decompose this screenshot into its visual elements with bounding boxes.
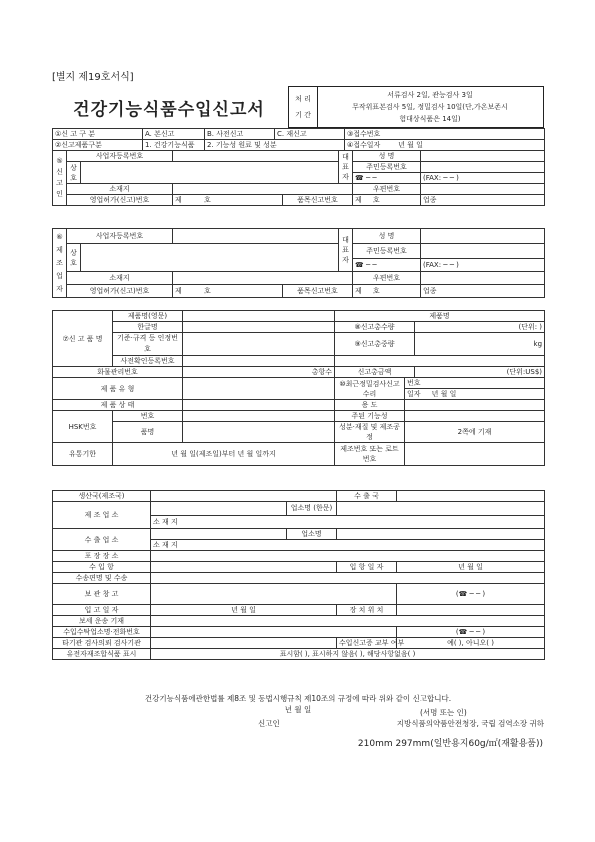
- opt-health-food[interactable]: 1. 건강기능식품: [143, 140, 205, 151]
- manufacturer-name-field[interactable]: [421, 229, 545, 244]
- manufacturer-fax-field[interactable]: (FAX: ─ ─ ): [421, 259, 545, 272]
- gmo-label: 유전자재조합식품 표시: [53, 649, 151, 660]
- declarant-label: 신고인: [258, 719, 280, 728]
- declaration-date: 년 월 일: [284, 705, 312, 714]
- importer-resident-label: 주민등록번호: [353, 162, 421, 173]
- processing-label-top: 처 리: [295, 95, 311, 103]
- agent-phone-field[interactable]: (☎ ─ ─ ): [397, 627, 545, 638]
- precise-date-ymd: 년 월 일: [431, 390, 457, 398]
- receipt-date-ymd: 년 월 일: [398, 141, 423, 149]
- signature-label[interactable]: (서명 또는 인): [420, 708, 467, 717]
- manufacturer-side-label: ⑥ 제 조 업 자: [53, 229, 67, 298]
- hsk-pname-field[interactable]: [183, 422, 335, 443]
- importer-license-je: 제: [175, 196, 182, 204]
- ingredient-annex: 2쪽에 기재: [405, 422, 545, 443]
- country-label: 생산국(제조국): [53, 491, 151, 502]
- exporter-company-label: 업소명: [287, 529, 337, 540]
- manufacturer-item-no-label: 품목신고번호: [283, 285, 353, 298]
- storage-label: 보 관 창 고: [53, 584, 151, 605]
- form-title: 건강기능식품수입신고서: [73, 100, 265, 120]
- importer-item-je: 제: [355, 196, 362, 204]
- product-qty-field[interactable]: (단위: ): [415, 322, 545, 333]
- importer-license-label: 영업허가(신고)번호: [67, 195, 173, 206]
- cargo-no-field[interactable]: [183, 367, 335, 378]
- other-inspection-label: 타기관 검사의뢰 검사기관: [53, 638, 151, 649]
- opt-re-declare[interactable]: C. 재신고: [275, 129, 345, 140]
- manufacturer-license-ho: 호: [204, 287, 211, 295]
- cert-issue-label: 수입신고증 교부 여부: [337, 638, 397, 649]
- usage-label: 용 도: [335, 400, 405, 411]
- importer-rep-label: 대 표 자: [339, 151, 353, 184]
- importer-item-ho: 호: [372, 196, 380, 204]
- importer-address-field[interactable]: [173, 184, 353, 195]
- manufacturer-biz-no-label: 사업자등록번호: [67, 229, 173, 244]
- maker-label: 제 조 업 소: [53, 502, 151, 529]
- product-safety-field[interactable]: [183, 356, 335, 367]
- manufacturer-resident-field[interactable]: [421, 244, 545, 259]
- location-field[interactable]: [397, 605, 545, 616]
- product-name-col-label: 제품명: [335, 311, 545, 322]
- importer-license-ho: 호: [204, 196, 211, 204]
- product-type-field-label: 제 품 유 형: [53, 378, 183, 400]
- opt-main-declare[interactable]: A. 본신고: [143, 129, 205, 140]
- product-name-en-label: 제품명(영문): [113, 311, 183, 322]
- processing-line3: 험대상식품은 14일): [399, 115, 461, 123]
- hsk-code-field[interactable]: [183, 411, 335, 422]
- importer-postal-label: 우편번호: [353, 184, 421, 195]
- manufacturer-license-je: 제: [175, 287, 182, 295]
- product-qty-label: ⑧신고총수량: [335, 322, 415, 333]
- paper-note: 210mm 297mm(일반용지60g/㎡(재활용품)): [357, 739, 543, 749]
- declaration-statement: 건강기능식품에관한법률 제8조 및 동법시행규칙 제10조의 규정에 따라 위와 같이 신고합니다.: [144, 694, 452, 703]
- product-table: [52, 310, 545, 466]
- storage-field[interactable]: [151, 584, 397, 605]
- importer-address-label: 소재지: [67, 184, 173, 195]
- warehouse-date-label: 입 고 일 자: [53, 605, 151, 616]
- manufacturer-table: [52, 228, 545, 298]
- agent-label: 수입수탁업소명·전화번호: [53, 627, 151, 638]
- processing-label: [289, 87, 318, 127]
- addressee: 지방식품의약품안전청장, 국립 검역소장 귀하: [396, 719, 544, 728]
- importer-license-field[interactable]: [173, 195, 283, 206]
- manufacturer-address-label: 소재지: [67, 272, 173, 285]
- manufacturer-trade-label: 상 호: [67, 244, 81, 272]
- receipt-date-label: ④접수일자: [347, 141, 381, 149]
- manufacturer-address-field[interactable]: [173, 272, 353, 285]
- origin-table: [52, 490, 545, 660]
- product-type-field[interactable]: [183, 378, 335, 400]
- product-name-ko-field[interactable]: [183, 322, 335, 333]
- bonded-label: 보세 운송 기재: [53, 616, 151, 627]
- exporter-address-field[interactable]: [151, 540, 545, 551]
- precise-inspection-label: ⑩최근정밀검사신고수리: [335, 378, 405, 400]
- product-name-ko-label: 한글명: [113, 322, 183, 333]
- pack-label: 포 장 장 소: [53, 551, 151, 562]
- maker-address-field[interactable]: [151, 515, 545, 529]
- main-func-field[interactable]: [405, 411, 545, 422]
- importer-postal-field[interactable]: [421, 184, 545, 195]
- importer-trade-field[interactable]: [81, 162, 339, 184]
- hsk-code-label: 번호: [113, 411, 183, 422]
- importer-business-field[interactable]: [421, 195, 545, 206]
- manufacturer-name-label: 성 명: [353, 229, 421, 244]
- agent-field[interactable]: [151, 627, 397, 638]
- importer-item-no-field[interactable]: [353, 195, 421, 206]
- manufacturer-phone-field[interactable]: ☎ ─ ─: [353, 259, 421, 272]
- declare-type-label: ①신 고 구 분: [53, 129, 143, 140]
- processing-label-bottom: 기 간: [295, 111, 311, 119]
- importer-phone-field[interactable]: ☎ ─ ─: [353, 173, 421, 184]
- export-country-label: 수 출 국: [337, 491, 397, 502]
- warehouse-date-field[interactable]: 년 월 일: [151, 605, 337, 616]
- bonded-field[interactable]: [151, 616, 545, 627]
- product-safety-label: 사전확인등록번호: [113, 356, 183, 367]
- manufacturer-business-field[interactable]: [421, 285, 545, 298]
- usage-field[interactable]: [405, 400, 545, 411]
- country-field[interactable]: [151, 491, 337, 502]
- vessel-field[interactable]: [151, 573, 545, 584]
- product-weight-field[interactable]: kg: [415, 333, 545, 356]
- total-items-label: 총항수: [311, 368, 332, 376]
- ingredient-label: 성분·재질 및 제조공정: [335, 422, 405, 443]
- processing-period-box: [288, 86, 544, 128]
- import-port-label: 수 입 항: [53, 562, 151, 573]
- amount-field[interactable]: (단위:US$): [415, 367, 545, 378]
- amount-label: 신고총금액: [335, 367, 415, 378]
- vessel-label: 수송편명 및 수송: [53, 573, 151, 584]
- maker-address-label: 소 재 지: [153, 517, 178, 526]
- receipt-no-label: ③접수번호: [345, 129, 545, 140]
- precise-date-label: 일자: [407, 390, 421, 398]
- importer-business-label: 업종: [423, 196, 437, 204]
- product-state-label: 제 품 상 태: [53, 400, 183, 411]
- importer-item-no-label: 품목신고번호: [283, 195, 353, 206]
- exporter-field[interactable]: [151, 529, 287, 540]
- manufacturer-item-je: 제: [355, 287, 362, 295]
- cargo-no-label: 화물관리번호: [53, 367, 183, 378]
- export-country-field[interactable]: [397, 491, 545, 502]
- product-safety-blank: [335, 356, 545, 367]
- product-type-label: ②신고제품구분: [53, 140, 143, 151]
- expiry-label: 유통기한: [53, 443, 113, 466]
- product-state-field[interactable]: [183, 400, 335, 411]
- exporter-company-field[interactable]: [337, 529, 545, 540]
- location-label: 장 치 위 치: [337, 605, 397, 616]
- other-inspection-field[interactable]: [151, 638, 337, 649]
- manufacturer-biz-no-field[interactable]: [173, 229, 339, 244]
- exporter-address-label: 소 재 지: [153, 541, 178, 549]
- maker-company-label: 업소명 (한문): [287, 502, 337, 516]
- hsk-label: HSK번호: [53, 411, 113, 443]
- main-func-label: 주된 기능성: [335, 411, 405, 422]
- storage-phone-field[interactable]: (☎ ─ ─ ): [397, 584, 545, 605]
- precise-number-field[interactable]: [405, 378, 545, 389]
- receipt-date-field[interactable]: [345, 140, 545, 151]
- product-weight-label: ⑨신고총중량: [335, 333, 415, 356]
- manufacturer-item-no-field[interactable]: [353, 285, 421, 298]
- cert-issue-field[interactable]: 예( ), 아니오( ): [397, 638, 545, 649]
- import-date-field[interactable]: 년 월 일: [397, 562, 545, 573]
- manufacturer-license-label: 영업허가(신고)번호: [67, 285, 173, 298]
- importer-trade-label: 상 호: [67, 162, 81, 184]
- hsk-pname-label: 품명: [113, 422, 183, 443]
- manufacturer-trade-field[interactable]: [81, 244, 339, 272]
- importer-fax-field[interactable]: (FAX: ─ ─ ): [421, 173, 545, 184]
- importer-name-field[interactable]: [421, 151, 545, 162]
- importer-table: [52, 150, 545, 206]
- manufacturer-resident-label: 주민등록번호: [353, 244, 421, 259]
- maker-field[interactable]: [151, 502, 287, 516]
- gmo-field[interactable]: 표시함( ), 표시하지 않음( ), 해당사항없음( ): [151, 649, 545, 660]
- opt-functional-ingredient[interactable]: 2. 기능성 원료 및 성분: [205, 140, 345, 151]
- manufacturer-rep-label: 대 표 자: [339, 229, 353, 272]
- exporter-label: 수 출 업 소: [53, 529, 151, 551]
- importer-biz-no-field[interactable]: [173, 151, 339, 162]
- product-spec-label: 기준·규격 등 인정번호: [113, 333, 183, 356]
- product-name-label: ⑦신 고 품 명: [53, 311, 113, 367]
- importer-resident-field[interactable]: [421, 162, 545, 173]
- pack-field[interactable]: [151, 551, 545, 562]
- header-table: [52, 128, 545, 151]
- manufacturer-postal-label: 우편번호: [353, 272, 421, 285]
- form-code: [별지 제19호서식]: [52, 72, 134, 83]
- processing-line2: 무작위표본검사 5일, 정밀검사 10일(단,가온보존시: [352, 103, 508, 111]
- import-date-label: 입 항 일 자: [337, 562, 397, 573]
- manufacturer-license-field[interactable]: [173, 285, 283, 298]
- precise-date-field[interactable]: [405, 389, 545, 400]
- manufacturer-postal-field[interactable]: [421, 272, 545, 285]
- import-port-field[interactable]: [151, 562, 337, 573]
- manufacturer-item-ho: 호: [372, 287, 380, 295]
- processing-text: [319, 89, 541, 125]
- importer-biz-no-label: 사업자등록번호: [67, 151, 173, 162]
- importer-name-label: 성 명: [353, 151, 421, 162]
- lot-label: 제조번호 또는 로트번호: [335, 443, 405, 466]
- lot-field[interactable]: [405, 443, 545, 466]
- manufacturer-business-label: 업종: [423, 287, 437, 295]
- product-name-en-field[interactable]: [183, 311, 335, 322]
- maker-company-field[interactable]: [337, 502, 545, 516]
- processing-line1: 서류검사 2일, 관능검사 3일: [387, 91, 473, 99]
- opt-pre-declare[interactable]: B. 사전신고: [205, 129, 275, 140]
- product-spec-field[interactable]: [183, 333, 335, 356]
- expiry-field[interactable]: 년 월 일(제조일)부터 년 월 일까지: [113, 443, 335, 466]
- precise-number-label: 번호: [407, 379, 421, 387]
- importer-side-label: ⑤ 신 고 인: [53, 151, 67, 206]
